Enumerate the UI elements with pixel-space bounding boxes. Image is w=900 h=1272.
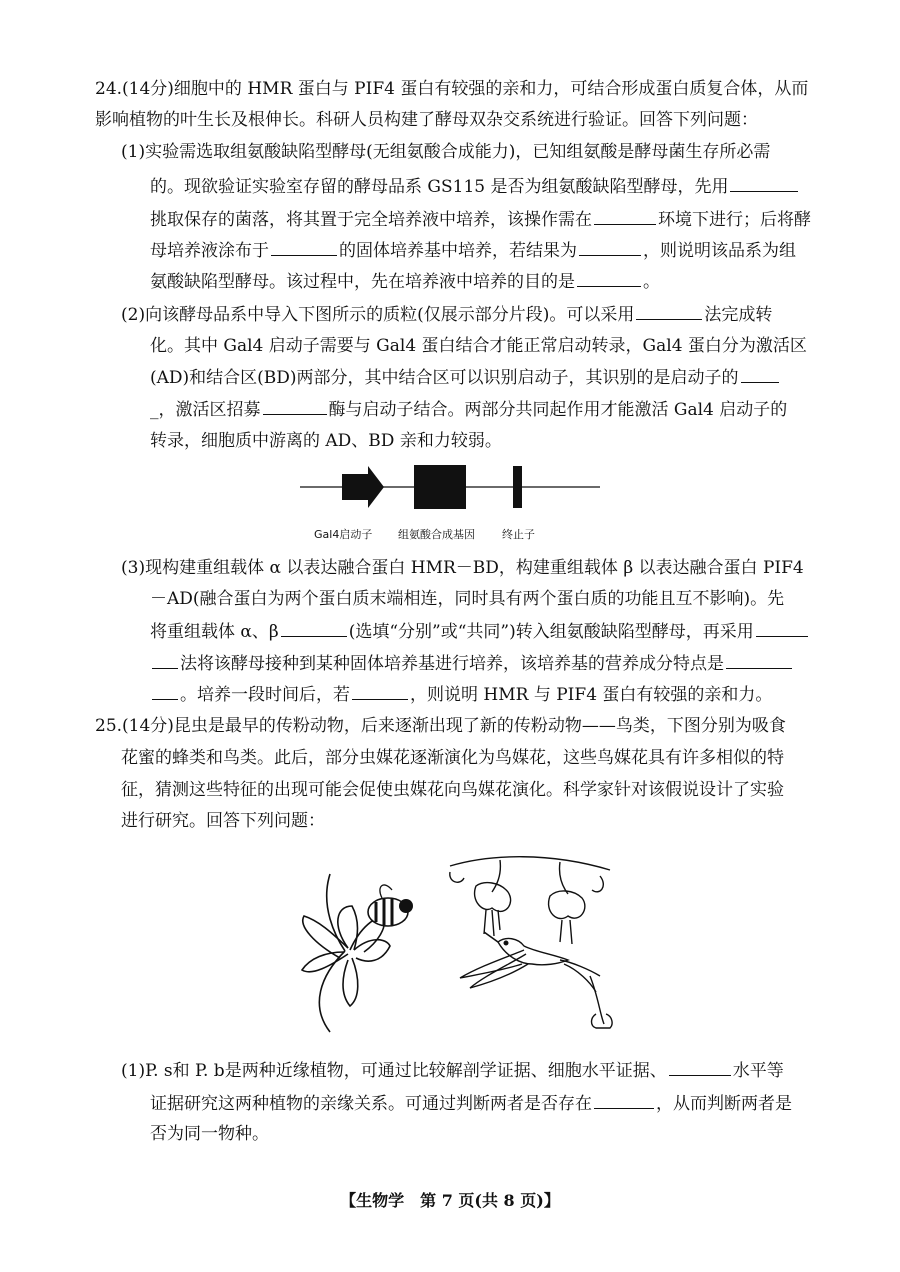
q24-part1-text: 环境下进行；后将酵 — [658, 210, 811, 230]
hanging-flower — [475, 883, 511, 912]
q24-part2-line4 — [150, 399, 787, 420]
promoter-caption: Gal4启动子 — [314, 528, 373, 541]
q24-part1-text: 母培养液涂布于 — [150, 241, 269, 261]
answer-blank — [577, 271, 641, 287]
terminator-caption: 终止子 — [502, 528, 535, 541]
q24-part1-line2 — [150, 176, 800, 197]
hummingbird-icon — [460, 932, 612, 1028]
q24-part3-line1: (3)现构建重组载体 α 以表达融合蛋白 HMR－BD，构建重组载体 β 以表达融合蛋白 PIF4 — [121, 558, 804, 578]
q24-part1-text: 的固体培养基中培养，若结果为 — [339, 241, 577, 261]
q24-part1-line5 — [150, 271, 660, 292]
q24-part3-line4 — [150, 653, 794, 674]
q24-part1-text: 氨酸缺陷型酵母。该过程中，先在培养液中培养的目的是 — [150, 272, 575, 292]
flower-stalk — [559, 862, 568, 894]
plasmid-fragment-diagram — [300, 460, 600, 520]
flower-stamens — [560, 920, 572, 944]
q24-part1-text: 的。现欲验证实验室存留的酵母品系 GS115 是否为组氨酸缺陷型酵母，先用 — [150, 177, 729, 197]
q24-part2-line5: 转录，细胞质中游离的 AD、BD 亲和力较弱。 — [150, 431, 502, 451]
answer-blank — [271, 240, 337, 256]
answer-blank — [669, 1060, 731, 1076]
answer-blank — [741, 367, 779, 383]
q24-part2-text: (AD)和结合区(BD)两部分，其中结合区可以识别启动子，其识别的是启动子的 — [150, 368, 739, 388]
q25-part1-line3: 否为同一物种。 — [150, 1124, 269, 1144]
q24-part3-text: 。培养一段时间后，若 — [180, 685, 350, 705]
answer-blank — [263, 399, 327, 415]
q24-part2-line2: 化。其中 Gal4 启动子需要与 Gal4 蛋白结合才能正常启动转录，Gal4 蛋白分为激活区 — [150, 336, 807, 356]
terminator-block — [513, 466, 522, 508]
q24-part2-line1 — [121, 304, 772, 325]
answer-blank — [756, 621, 808, 637]
q25-part1-line2 — [150, 1093, 792, 1114]
page-footer: 【生物学 第 7 页(共 8 页)】 — [340, 1191, 560, 1210]
q25-part1-text: 水平等 — [732, 1061, 784, 1081]
q25-stem-line2: 花蜜的蜂类和鸟类。此后，部分虫媒花逐渐演化为鸟媒花，这些鸟媒花具有许多相似的特 — [121, 748, 784, 768]
q24-part1-line4 — [150, 240, 796, 261]
bee-on-flower-illustration — [290, 866, 420, 1036]
hanging-flower — [549, 891, 585, 919]
q24-part1-line3 — [150, 209, 811, 230]
bud — [450, 872, 464, 882]
q24-part3-text: ，则说明 HMR 与 PIF4 蛋白有较强的亲和力。 — [410, 685, 773, 705]
answer-blank — [579, 240, 641, 256]
bud — [592, 876, 603, 892]
q24-part3-line5 — [150, 684, 772, 705]
answer-blank — [636, 304, 702, 320]
answer-blank — [594, 1093, 654, 1109]
q24-part1-text: ，则说明该品系为组 — [643, 241, 796, 261]
branch — [450, 857, 610, 870]
answer-blank — [152, 653, 178, 669]
q24-part2-text: _，激活区招募 — [150, 400, 261, 420]
hummingbird-on-flower-illustration — [440, 846, 620, 1036]
q24-stem-line2: 影响植物的叶生长及根伸长。科研人员构建了酵母双杂交系统进行验证。回答下列问题： — [95, 110, 758, 130]
q24-part3-text: 法将该酵母接种到某种固体培养基进行培养，该培养基的营养成分特点是 — [180, 654, 724, 674]
q24-part3-text: 将重组载体 α、β — [150, 622, 279, 642]
promoter-arrow-icon — [342, 466, 384, 508]
q24-stem-line1: 24.(14分)细胞中的 HMR 蛋白与 PIF4 蛋白有较强的亲和力，可结合形成蛋白质复合体，从而 — [95, 79, 809, 99]
flower-stalk — [492, 860, 500, 892]
q24-part3-text: (选填“分别”或“共同”)转入组氨酸缺陷型酵母，再采用 — [348, 622, 754, 642]
answer-blank — [352, 684, 408, 700]
q24-part3-line2: －AD(融合蛋白为两个蛋白质末端相连，同时具有两个蛋白质的功能且互不影响)。先 — [150, 589, 785, 609]
q25-stem-line4: 进行研究。回答下列问题： — [121, 811, 325, 831]
gene-caption: 组氨酸合成基因 — [398, 528, 475, 541]
q25-part1-text: (1)P. s和 P. b是两种近缘植物，可通过比较解剖学证据、细胞水平证据、 — [121, 1061, 667, 1081]
q24-part1-text: 。 — [643, 272, 660, 292]
q25-part1-text: ，从而判断两者是 — [656, 1094, 792, 1114]
q24-part1-line1: (1)实验需选取组氨酸缺陷型酵母(无组氨酸合成能力)，已知组氨酸是酵母菌生存所必需 — [121, 142, 771, 162]
flower-stamens — [484, 910, 500, 936]
answer-blank — [726, 653, 792, 669]
q25-part1-text: 证据研究这两种植物的亲缘关系。可通过判断两者是否存在 — [150, 1094, 592, 1114]
answer-blank — [594, 209, 656, 225]
q25-stem-line1: 25.(14分)昆虫是最早的传粉动物，后来逐渐出现了新的传粉动物——鸟类，下图分别为吸食 — [95, 716, 786, 736]
q24-part3-line3 — [150, 621, 810, 642]
q24-part2-line3 — [150, 367, 781, 388]
answer-blank — [730, 176, 798, 192]
q24-part1-text: 挑取保存的菌落，将其置于完全培养液中培养，该操作需在 — [150, 210, 592, 230]
bee-icon — [368, 885, 413, 926]
gene-block — [414, 465, 466, 509]
answer-blank — [281, 621, 347, 637]
answer-blank — [152, 684, 178, 700]
q24-part2-text: 法完成转 — [704, 305, 773, 325]
q25-stem-line3: 征，猜测这些特征的出现可能会促使虫媒花向鸟媒花演化。科学家针对该假说设计了实验 — [121, 780, 784, 800]
q25-part1-line1 — [121, 1060, 784, 1081]
flower-petal — [354, 940, 390, 961]
q24-part2-text: (2)向该酵母品系中导入下图所示的质粒(仅展示部分片段)。可以采用 — [121, 305, 635, 325]
q24-part2-text: 酶与启动子结合。两部分共同起作用才能激活 Gal4 启动子的 — [328, 400, 788, 420]
flower-petal — [343, 958, 358, 1006]
